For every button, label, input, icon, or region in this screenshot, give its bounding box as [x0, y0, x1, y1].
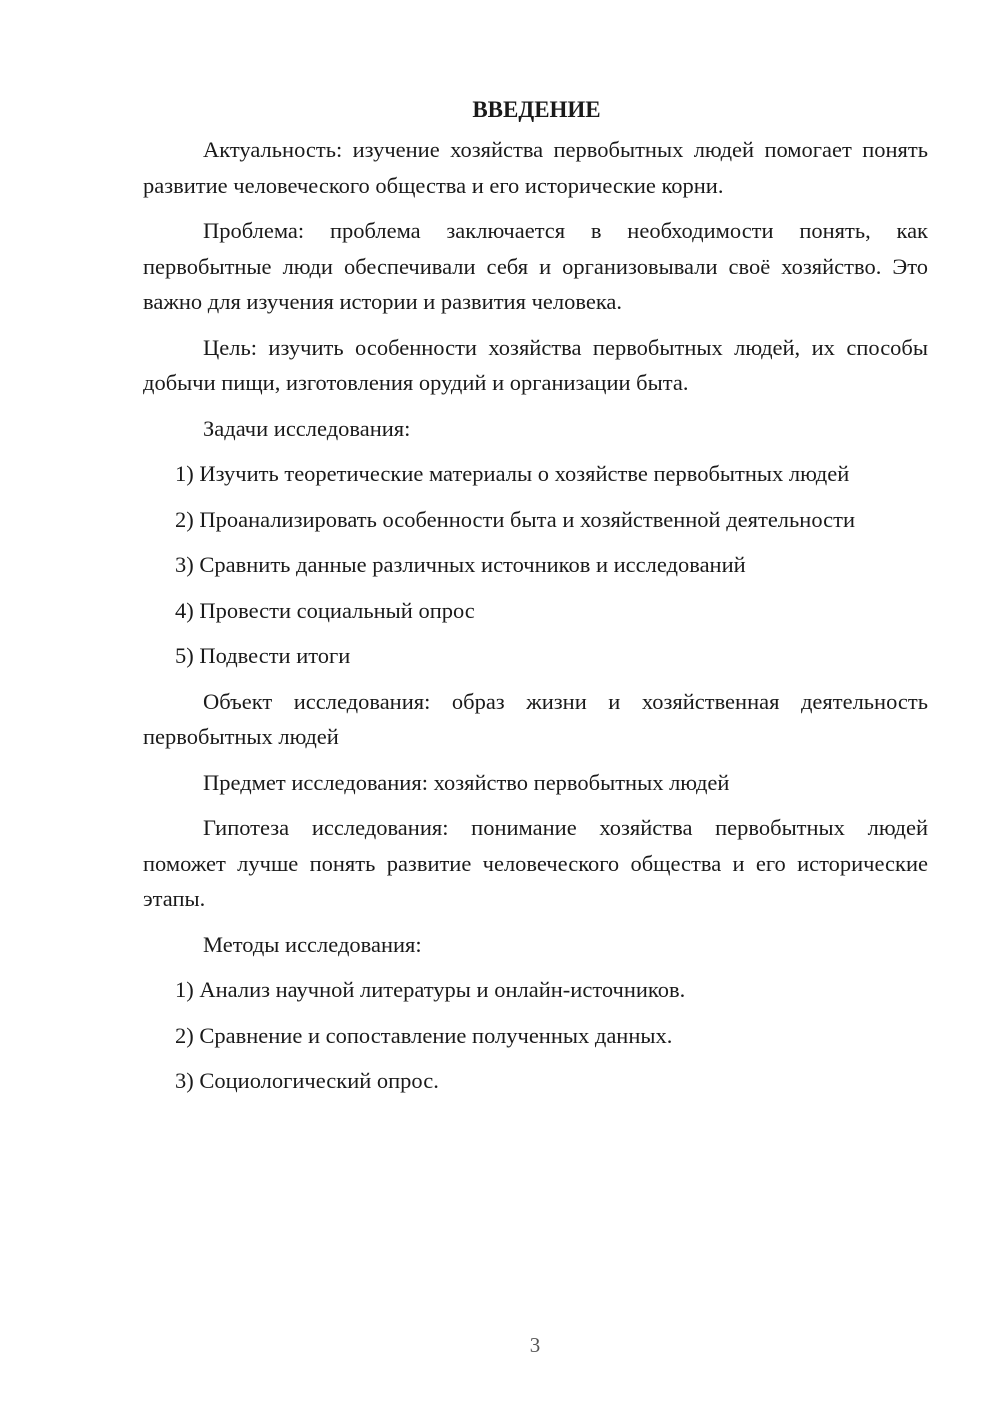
- tasks-list: [143, 456, 928, 674]
- document-page: [143, 92, 928, 1109]
- tasks-heading: Задачи исследования:: [203, 415, 411, 441]
- task-item-1: 1) Изучить теоретические материалы о хозяйстве первобытных людей: [175, 461, 850, 486]
- method-item-3: 3) Социологический опрос.: [175, 1068, 439, 1093]
- relevance-paragraph: Актуальность: изучение хозяйства первобытных людей помогает понять развитие человеческого общества и его исторические корни.: [143, 137, 928, 198]
- methods-heading: Методы исследования:: [203, 931, 422, 957]
- task-item-4: 4) Провести социальный опрос: [175, 597, 475, 623]
- method-item-1: 1) Анализ научной литературы и онлайн-источников.: [175, 977, 686, 1002]
- task-item-3: 3) Сравнить данные различных источников и исследований: [175, 552, 746, 577]
- page-title: ВВЕДЕНИЕ: [472, 97, 601, 122]
- problem-paragraph: Проблема: проблема заключается в необходимости понять, как первобытные люди обеспечивали себя и организовывали своё хозяйство. Это важно для изучения истории и развития человека.: [143, 218, 928, 314]
- task-item-2: 2) Проанализировать особенности быта и хозяйственной деятельности: [175, 506, 856, 532]
- methods-list: [143, 972, 928, 1099]
- task-item-5: 5) Подвести итоги: [175, 643, 351, 668]
- hypothesis-paragraph: Гипотеза исследования: понимание хозяйства первобытных людей поможет лучше понять развитие человеческого общества и его исторические этапы.: [143, 815, 928, 911]
- method-item-2: 2) Сравнение и сопоставление полученных данных.: [175, 1022, 673, 1048]
- page-number: 3: [529, 1333, 541, 1357]
- object-paragraph: Объект исследования: образ жизни и хозяйственная деятельность первобытных людей: [143, 688, 928, 749]
- subject-paragraph: Предмет исследования: хозяйство первобытных людей: [203, 769, 730, 795]
- goal-paragraph: Цель: изучить особенности хозяйства первобытных людей, их способы добычи пищи, изготовления орудий и организации быта.: [143, 334, 928, 395]
